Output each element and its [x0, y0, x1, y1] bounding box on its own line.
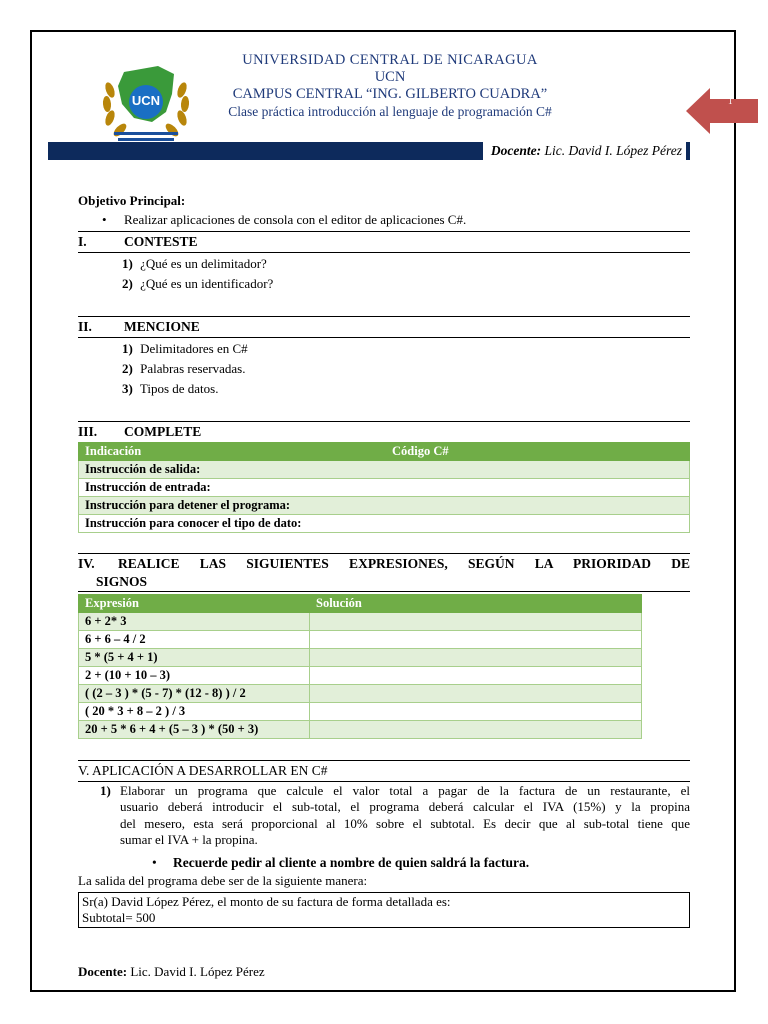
docente-label: Docente: [490, 143, 542, 158]
divider [78, 781, 690, 782]
table-row [79, 649, 642, 667]
output-line: Subtotal= 500 [82, 910, 156, 925]
solution-cell [310, 649, 642, 667]
docente-bar [48, 142, 690, 160]
solution-cell [310, 667, 642, 685]
column-header: Solución [310, 595, 642, 613]
left-arrow-icon [686, 88, 758, 134]
divider [78, 337, 690, 338]
objective-bullet-text: Realizar aplicaciones de consola con el editor de aplicaciones C#. [124, 212, 467, 227]
table-cell: Instrucción para conocer el tipo de dato: [79, 515, 690, 533]
table-cell: 5 * (5 + 4 + 1) [79, 649, 310, 667]
table-row [79, 703, 642, 721]
table-cell: 2 + (10 + 10 – 3) [79, 667, 310, 685]
list-item: 2) Palabras reservadas. [122, 361, 246, 376]
table-row [79, 515, 690, 533]
class-subtitle: Clase práctica introducción al lenguaje de programación C# [228, 104, 552, 119]
section-2-heading: II. MENCIONE [78, 319, 200, 334]
divider [78, 316, 690, 317]
footer-name: Lic. David I. López Pérez [130, 964, 265, 979]
divider [78, 553, 690, 554]
section-5-paragraph: Elaborar un programa que calcule el valor total a pagar de la factura de un restaurante, el usuario deberá introducir el sub-total, el programa deberá calcular el IVA (15%) y la propina del mesero, esta será proporcional al 10% sobre el subtotal. Es decir que al sub-total tiene que sumar el IVA + la propina. [120, 783, 690, 848]
table-header-row [79, 443, 690, 461]
section-5-heading: V. APLICACIÓN A DESARROLLAR EN C# [78, 763, 328, 778]
reminder-bullet-icon: • [152, 855, 157, 870]
list-item: 1) ¿Qué es un delimitador? [122, 256, 267, 271]
reminder-text: Recuerde pedir al cliente a nombre de quien saldrá la factura. [173, 855, 530, 870]
list-item: 1) Delimitadores en C# [122, 341, 248, 356]
table-cell: ( 20 * 3 + 8 – 2 ) / 3 [79, 703, 310, 721]
university-title: UNIVERSIDAD CENTRAL DE NICARAGUA [242, 52, 538, 68]
complete-table [78, 442, 690, 533]
objective-title: Objetivo Principal: [78, 193, 186, 208]
table-row [79, 667, 642, 685]
output-intro: La salida del programa debe ser de la siguiente manera: [78, 873, 368, 888]
table-cell: 6 + 2* 3 [79, 613, 310, 631]
divider [78, 760, 690, 761]
table-cell: 20 + 5 * 6 + 4 + (5 – 3 ) * (50 + 3) [79, 721, 310, 739]
column-header: Código C# [386, 443, 690, 461]
divider [78, 421, 690, 422]
footer-label: Docente: [78, 964, 128, 979]
column-header: Expresión [79, 595, 310, 613]
solution-cell [310, 703, 642, 721]
divider [78, 591, 690, 592]
output-box [78, 892, 690, 928]
section-4-heading: IV. REALICE LAS SIGUIENTES EXPRESIONES, SEGÚN LA PRIORIDAD DE [78, 556, 690, 571]
solution-cell [310, 685, 642, 703]
solution-cell [310, 613, 642, 631]
table-cell: Instrucción para detener el programa: [79, 497, 690, 515]
solution-cell [310, 721, 642, 739]
table-row [79, 721, 642, 739]
output-line: Sr(a) David López Pérez, el monto de su factura de forma detallada es: [82, 894, 451, 909]
section-4-heading-cont: SIGNOS [96, 574, 148, 589]
table-cell: 6 + 6 – 4 / 2 [79, 631, 310, 649]
docente-name: Lic. David I. López Pérez [544, 143, 682, 158]
table-row [79, 685, 642, 703]
table-row [79, 631, 642, 649]
table-cell: Instrucción de entrada: [79, 479, 690, 497]
divider [78, 252, 690, 253]
table-row [79, 613, 642, 631]
table-header-row [79, 595, 642, 613]
list-item: 3) Tipos de datos. [122, 381, 219, 396]
table-row [79, 461, 690, 479]
list-item: 2) ¿Qué es un identificador? [122, 276, 274, 291]
table-row [79, 497, 690, 515]
section-3-heading: III. COMPLETE [78, 424, 202, 439]
table-row [79, 479, 690, 497]
page-number: 1 [728, 96, 733, 106]
docente-header [483, 142, 686, 160]
campus-title: CAMPUS CENTRAL “ING. GILBERTO CUADRA” [232, 86, 548, 102]
footer-docente [78, 964, 265, 980]
expressions-table [78, 594, 642, 739]
section-1-heading: I. CONTESTE [78, 234, 198, 249]
table-cell: Instrucción de salida: [79, 461, 690, 479]
solution-cell [310, 631, 642, 649]
divider [78, 231, 690, 232]
column-header: Indicación [79, 443, 386, 461]
university-acronym: UCN [374, 69, 406, 85]
table-cell: ( (2 – 3 ) * (5 - 7) * (12 - 8) ) / 2 [79, 685, 310, 703]
logo-text: UCN [131, 93, 161, 108]
objective-bullet-icon: • [102, 212, 107, 227]
section-5-item-number: 1) [100, 783, 111, 798]
